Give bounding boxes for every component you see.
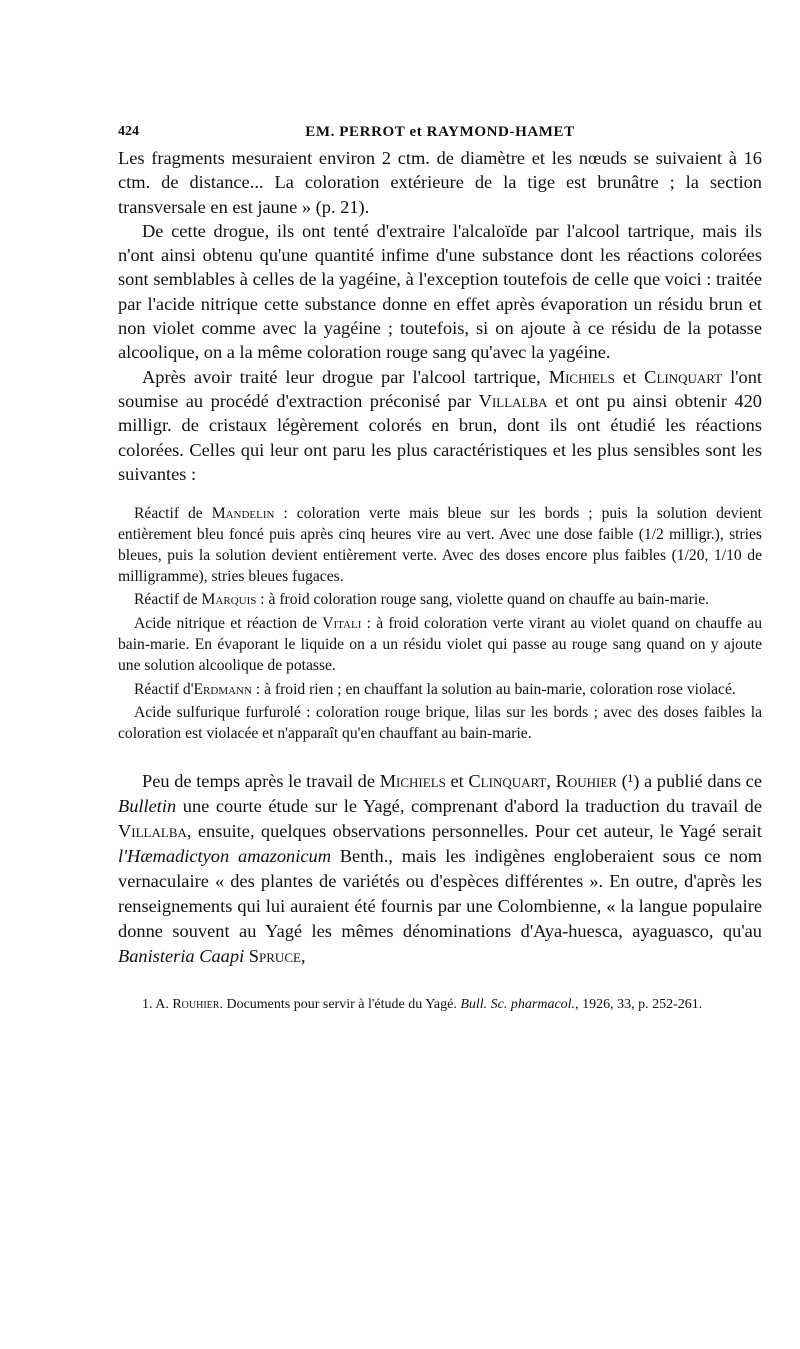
- reaction-furfurol: Acide sulfurique furfurolé : coloration rouge brique, lilas sur les bords ; avec des doses faibles la coloration est violacée et n'apparaît qu'en chauffant au bain-marie.: [118, 704, 762, 743]
- reagent-name: Marquis: [201, 591, 257, 609]
- reaction-marquis: Réactif de Marquis : à froid coloration rouge sang, violette quand on chauffe au bain-marie.: [134, 591, 710, 609]
- author-name: Spruce: [248, 945, 301, 966]
- paragraph-extraction: Après avoir traité leur drogue par l'alcool tartrique, Michiels et Clinquart l'ont soumise au procédé d'extraction préconisé par Villalba et ont pu ainsi obtenir 420 milligr. de cristaux légèrement colorés en brun, dont ils ont étudié les réactions colorées. Celles qui leur ont paru les plus caractéristiques et les plus sensibles sont les suivantes :: [118, 366, 762, 484]
- paragraph-drogue: De cette drogue, ils ont tenté d'extraire l'alcaloïde par l'alcool tartrique, mais ils n'ont ainsi obtenu qu'une quantité infime d'une substance dont les réactions colorées sont semblables à celles de la yagéine, à l'exception toutefois de celle que voici : traitée par l'acide nitrique cette substance donne en effet après évaporation un résidu brun et non violet comme avec la yagéine ; toutefois, si on ajoute à ce résidu de la potasse alcoolique, on a la même coloration rouge sang qu'avec la yagéine.: [118, 220, 762, 363]
- reagent-name: Erdmann: [193, 680, 252, 698]
- author-name: Clinquart: [644, 366, 723, 387]
- reaction-mandelin: Réactif de Mandelin : coloration verte mais bleue sur les bords ; puis la solution devient entièrement bleu foncé puis après cinq heures vire au vert. Avec une dose faible (1/2 milligr.), stries bleues, puis la solution devient entièrement verte. Avec des doses encore plus faibles (1/20, 1/10 de milligramme), stries bleues fugaces.: [118, 505, 762, 585]
- author-name: Villalba: [478, 390, 548, 411]
- species-name: l'Hæmadictyon amazonicum: [118, 845, 331, 866]
- page-number: 424: [118, 124, 139, 139]
- document-page: [118, 118, 762, 1015]
- reactions-list: [118, 504, 762, 745]
- author-name: Clinquart: [468, 770, 547, 791]
- author-name: Rouhier: [555, 770, 617, 791]
- main-text: [118, 146, 762, 486]
- author-name: Rouhier: [172, 996, 220, 1012]
- paragraph-continued: Les fragments mesuraient environ 2 ctm. de diamètre et les nœuds se suivaient à 16 ctm. de distance... La coloration extérieure de la tige est brunâtre ; la section transversale en est jaune » (p. 21).: [118, 148, 762, 217]
- author-name: Michiels: [548, 366, 615, 387]
- running-title: EM. PERROT et RAYMOND-HAMET: [305, 124, 575, 140]
- author-name: Michiels: [379, 770, 446, 791]
- paragraph-rouhier: Peu de temps après le travail de Michiels et Clinquart, Rouhier (¹) a publié dans ce Bulletin une courte étude sur le Yagé, comprenant d'abord la traduction du travail de Villalba, ensuite, quelques observations personnelles. Pour cet auteur, le Yagé serait l'Hæmadictyon amazonicum Benth., mais les indigènes engloberaient sous ce nom vernaculaire « des plantes de variétés ou d'espèces différentes ». En outre, d'après les renseignements qui lui auraient été fournis par une Colombienne, « la langue populaire donne souvent au Yagé les mêmes dénominations d'Aya-huesca, ayaguasco, qu'au Banisteria Caapi Spruce,: [118, 770, 763, 966]
- journal-title: Bull. Sc. pharmacol.: [460, 996, 576, 1012]
- reagent-name: Mandelin: [211, 505, 275, 523]
- reagent-name: Vitali: [322, 615, 362, 633]
- journal-title: Bulletin: [118, 795, 177, 816]
- running-header: [118, 118, 762, 146]
- reaction-erdmann: Réactif d'Erdmann : à froid rien ; en chauffant la solution au bain-marie, coloration rose violacé.: [134, 680, 736, 698]
- author-name: Villalba: [118, 820, 187, 841]
- species-name: Banisteria Caapi: [118, 945, 245, 966]
- reaction-vitali: Acide nitrique et réaction de Vitali : à froid coloration verte virant au violet quand on chauffe au bain-marie. En évaporant le liquide on a un résidu violet qui passe au rouge sang quand on y ajoute une solution alcoolique de potasse.: [118, 615, 762, 674]
- footnote: 1. A. Rouhier. Documents pour servir à l'étude du Yagé. Bull. Sc. pharmacol., 1926, 33, p. 252-261.: [142, 996, 703, 1012]
